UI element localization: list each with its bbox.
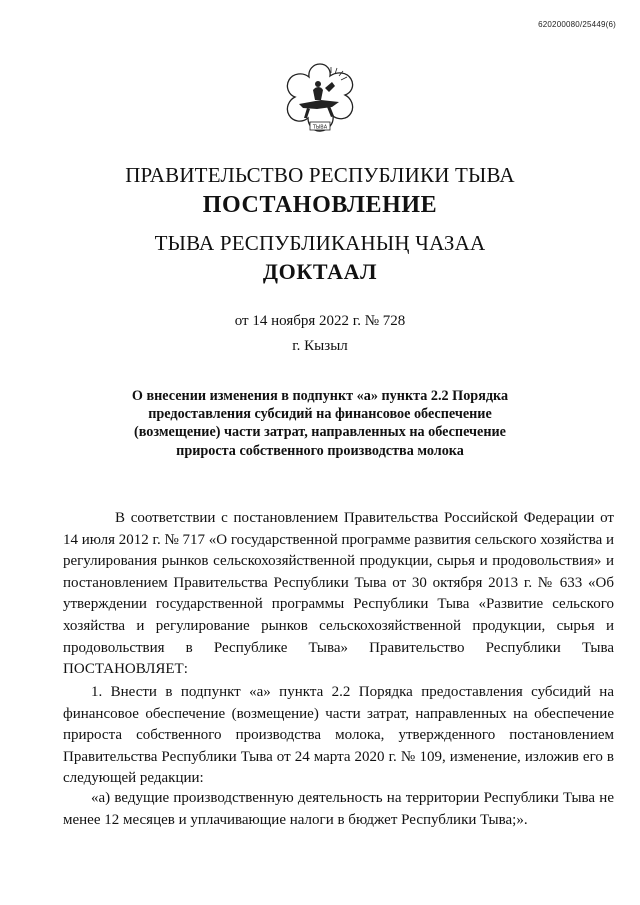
document-id: 620200080/25449(6) [538,20,616,29]
clause-1-paragraph: 1. Внести в подпункт «а» пункта 2.2 Порядка предоставления субсидий на финансовое обеспечение (возмещение) части затрат, направленных на обеспечение прироста собственного производства молока, утвержденного постановлением Правительства Республики Тыва от 24 марта 2020 г. № 109, изменение, изложив его в следующей редакции: [63,684,614,787]
decree-title: ПОСТАНОВЛЕНИЕ [202,192,438,218]
decree-date-number: от 14 ноября 2022 г. № 728 [234,313,406,329]
coat-of-arms-icon [277,60,363,144]
emblem-label: ТЫВА [312,124,328,131]
clause-1-subpoint-a: «а) ведущие производственную деятельность на территории Республики Тыва не менее 12 месяцев и уплачивающие налоги в бюджет Республики Тыва;». [63,790,614,828]
decree-city: г. Кызыл [292,338,348,354]
decree-subject: О внесении изменения в подпункт «а» пункта 2.2 Порядка предоставления субсидий на финансовое обеспечение (возмещение) части затрат, направленных на обеспечение прироста собственного производства молока [131,388,509,459]
preamble-paragraph: В соответствии с постановлением Правительства Российской Федерации от 14 июля 2012 г. № 717 «О государственной программе развития сельского хозяйства и регулирования рынков сельскохозяйственной продукции, сырья и продовольствия» и постановлением Правительства Республики Тыва от 30 октября 2013 г. № 633 «Об утверждении государственной программы Республики Тыва «Развитие сельского хозяйства и регулирование рынков сельскохозяйственной продукции, сырья и продовольствия в Республике Тыва» Правительство Республики Тыва ПОСТАНОВЛЯЕТ: [63,510,615,678]
government-title-tuvan: ТЫВА РЕСПУБЛИКАНЫҢ ЧАЗАА [154,231,486,255]
government-title: ПРАВИТЕЛЬСТВО РЕСПУБЛИКИ ТЫВА [125,163,515,187]
decree-title-tuvan: ДОКТААЛ [262,259,378,284]
